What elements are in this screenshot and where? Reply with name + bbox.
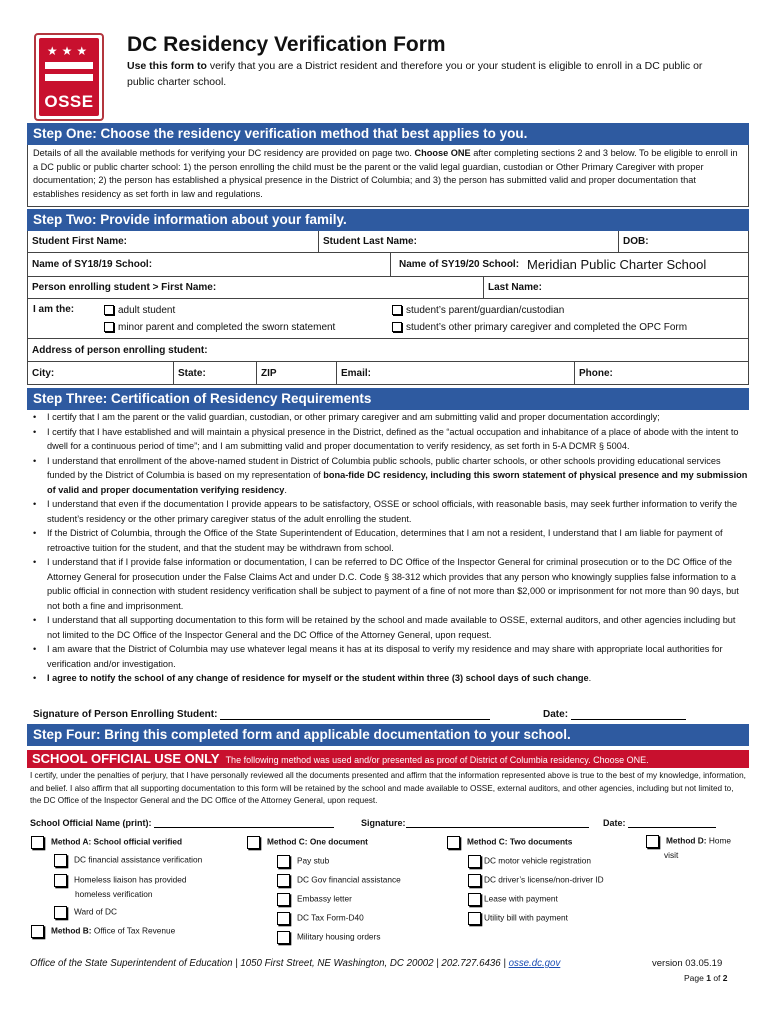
certification-item: • I am aware that the District of Columbia may use whatever legal means it has at its disposal to verify my residence and may share with appropriate local authorities for verification and/or investigation. (45, 642, 749, 671)
email-field[interactable]: Email: (336, 362, 574, 384)
official-date-line: Date: (603, 816, 716, 828)
step-one-heading: Step One: Choose the residency verification method that best applies to you. (27, 123, 749, 145)
checkbox-icon[interactable] (646, 835, 659, 848)
method-a-option[interactable]: Homeless liaison has provided (54, 874, 187, 887)
checkbox-icon[interactable] (31, 925, 44, 938)
certification-item: • I certify that I have established and will maintain a physical presence in the District, defined as the “actual occupation and inhabitance of a place of abode with the intent to dwell for a continuous period of time”; and I am submitting valid and proper documentation to verify residency, as set forth in 5-A DCMR § 5004. (45, 425, 749, 454)
checkbox-icon[interactable] (447, 836, 460, 849)
footer-address: Office of the State Superintendent of Education | 1050 First Street, NE Washington, DC 20002 | 202.727.6436 | osse.dc.gov (30, 958, 561, 969)
option-minor-parent[interactable]: minor parent and completed the sworn statement (104, 322, 335, 333)
checkbox-icon[interactable] (468, 912, 481, 925)
intro-text (127, 58, 727, 90)
certification-item: • I understand that if I provide false information or documentation, I can be referred to DC Office of the Inspector General for criminal prosecution or to the DC Office of the Attorney General for prosecution under the False Claims Act and under D.C. Code § 38-312 which provides that any person who knowingly supplies false information to a public official in connection with student residency verification shall be subject to payment of a fine of not more than $2,000 or imprisonment for not more than 90 days, but not both a fine and imprisonment. (45, 555, 749, 613)
student-last-name-field[interactable]: Student Last Name: (318, 231, 618, 252)
checkbox-icon[interactable] (247, 836, 260, 849)
logo-stripe (45, 74, 93, 81)
city-field[interactable]: City: (32, 367, 55, 379)
school-official-banner (27, 750, 749, 768)
student-name-row (27, 231, 749, 253)
checkbox-icon[interactable] (104, 305, 114, 315)
method-c-one-option[interactable]: Embassy letter (277, 893, 352, 906)
official-subtitle: The following method was used and/or presented as proof of District of Columbia residency. Choose ONE. (225, 755, 649, 765)
checkbox-icon[interactable] (54, 854, 67, 867)
address-field[interactable]: Address of person enrolling student: (32, 344, 208, 356)
phone-field[interactable]: Phone: (574, 362, 748, 384)
page-number: Page 1 of 2 (684, 973, 728, 983)
method-c-one-option[interactable]: Pay stub (277, 855, 329, 868)
person-last-name-field[interactable]: Last Name: (483, 277, 748, 298)
sy1920-school-field[interactable]: Name of SY19/20 School: Meridian Public Charter School (390, 253, 748, 276)
checkbox-icon[interactable] (277, 893, 290, 906)
official-signature-line: Signature: (361, 816, 589, 828)
checkbox-icon[interactable] (277, 874, 290, 887)
option-other-caregiver[interactable]: student’s other primary caregiver and completed the OPC Form (392, 322, 687, 333)
certification-list (27, 410, 749, 686)
address-row (27, 339, 749, 362)
certification-item: • I agree to notify the school of any change of residence for myself or the student within three (3) school days of such change. (45, 671, 749, 686)
logo-stripe (45, 62, 93, 69)
i-am-row (27, 299, 749, 339)
certification-item: • I understand that all supporting documentation to this form will be retained by the school and made available to OSSE, external auditors, and other agencies including but not limited to the DC Office of the Inspector General and the DC Office of the Attorney General, upon request. (45, 613, 749, 642)
dob-field[interactable]: DOB: (618, 231, 748, 252)
sy1819-school-field[interactable]: Name of SY18/19 School: (32, 259, 153, 270)
method-c-two-option[interactable]: Lease with payment (468, 893, 558, 906)
step-three-heading: Step Three: Certification of Residency Requirements (27, 388, 749, 410)
method-c-one-option[interactable]: Military housing orders (277, 931, 380, 944)
step-four-heading: Step Four: Bring this completed form and applicable documentation to your school. (27, 724, 749, 746)
version-label: version 03.05.19 (652, 958, 723, 969)
method-c-one-option[interactable]: DC Tax Form-D40 (277, 912, 364, 925)
intro-bold: Use this form to (127, 60, 207, 72)
form-title: DC Residency Verification Form (127, 33, 446, 56)
method-d[interactable]: Method D: Home (646, 835, 731, 848)
certification-item: • I understand that even if the documentation I provide appears to be satisfactory, OSSE or school officials, with reasonable basis, may seek further information to verify the student’s residency or the other primary caregiver status of the adult enrolling the student. (45, 497, 749, 526)
step-two-heading: Step Two: Provide information about your family. (27, 209, 749, 231)
method-c-two[interactable]: Method C: Two documents (447, 836, 572, 849)
checkbox-icon[interactable] (277, 931, 290, 944)
method-c-two-option[interactable]: Utility bill with payment (468, 912, 568, 925)
date-label: Date: (543, 709, 569, 720)
signature-label: Signature of Person Enrolling Student: (33, 709, 218, 720)
checkbox-icon[interactable] (54, 906, 67, 919)
method-a[interactable]: Method A: School official verified (31, 836, 182, 849)
method-a-option[interactable]: DC financial assistance verification (54, 854, 202, 867)
person-first-name-field[interactable]: Person enrolling student > First Name: (32, 282, 217, 293)
checkbox-icon[interactable] (31, 836, 44, 849)
student-first-name-field[interactable]: Student First Name: (32, 236, 128, 247)
certification-item: • I certify that I am the parent or the valid guardian, custodian, or other primary caregiver and am submitting valid and proper documentation accordingly; (45, 410, 749, 425)
checkbox-icon[interactable] (468, 855, 481, 868)
checkbox-icon[interactable] (468, 874, 481, 887)
official-certification-text: I certify, under the penalties of perjury, that I have personally reviewed all the documents presented and affirm that the information represented above is true to the best of my knowledge, information, and belief. I also affirm that all supporting documentation to this form will be retained by the school and made available to OSSE, external auditors, and other agencies, including but not limited to, the DC Office of the Inspector General and the DC Office of the Attorney General, upon request. (30, 771, 746, 805)
method-c-two-option[interactable]: DC motor vehicle registration (468, 855, 591, 868)
official-signature-field[interactable] (406, 816, 589, 828)
city-row (27, 362, 749, 385)
official-name-field[interactable] (154, 816, 334, 828)
checkbox-icon[interactable] (277, 855, 290, 868)
signature-line (33, 708, 686, 720)
school-row (27, 253, 749, 277)
logo-text: OSSE (44, 92, 94, 111)
checkbox-icon[interactable] (54, 874, 67, 887)
certification-item: • If the District of Columbia, through the Office of the State Superintendent of Education, determines that I am not a resident, I understand that I am liable for payment of retroactive tuition for the student, and that the student may be withdrawn from school. (45, 526, 749, 555)
person-name-row (27, 277, 749, 299)
method-c-one-option[interactable]: DC Gov financial assistance (277, 874, 401, 887)
checkbox-icon[interactable] (104, 322, 114, 332)
sy1920-school-value: Meridian Public Charter School (527, 257, 707, 272)
certification-item: • I understand that enrollment of the above-named student in District of Columbia public schools, public charter schools, or other schools providing educational services funded by the District of Columbia is based on my representation of bona-fide DC residency, including this sworn statement of physical presence and my submission of valid and proper documentation verifying residency. (45, 454, 749, 498)
step-one-text: Details of all the available methods for verifying your DC residency are provided on page two. Choose ONE after completing sections 2 and 3 below. To be eligible to enroll in a DC public or public charter school: 1) the person enrolling the child must be the parent or the valid legal guardian, custodian or Other Primary Caregiver with proper documentation; 2) the person has established a physical presence in the District of Columbia; and 3) the person has submitted valid and proper documentation that establishes residency as set forth in law and regulations. (27, 145, 749, 207)
method-a-option-line2: homeless verification (75, 889, 153, 899)
state-field[interactable]: State: (173, 362, 256, 384)
checkbox-icon[interactable] (468, 893, 481, 906)
method-a-option[interactable]: Ward of DC (54, 906, 117, 919)
osse-website-link[interactable]: osse.dc.gov (508, 958, 561, 969)
date-field[interactable] (571, 708, 686, 720)
method-c-one[interactable]: Method C: One document (247, 836, 368, 849)
official-date-field[interactable] (628, 816, 716, 828)
i-am-label: I am the: (33, 304, 75, 315)
method-d-line2: visit (664, 850, 679, 860)
official-title: SCHOOL OFFICIAL USE ONLY (32, 751, 220, 766)
option-parent-guardian[interactable]: student’s parent/guardian/custodian (392, 305, 564, 316)
method-c-two-option[interactable]: DC driver’s license/non-driver ID (468, 874, 604, 887)
official-name-line: School Official Name (print): (30, 816, 334, 828)
checkbox-icon[interactable] (277, 912, 290, 925)
zip-field[interactable]: ZIP (256, 362, 336, 384)
osse-logo (34, 33, 104, 121)
method-b[interactable]: Method B: Office of Tax Revenue (31, 925, 175, 938)
checkbox-icon[interactable] (392, 322, 402, 332)
intro-rest: verify that you are a District resident and therefore you or your student is eligible to enroll in a DC public or public charter school. (127, 60, 703, 88)
checkbox-icon[interactable] (392, 305, 402, 315)
signature-field[interactable] (220, 708, 490, 720)
option-adult-student[interactable]: adult student (104, 305, 175, 316)
logo-stars-icon: ★★★ (46, 44, 92, 58)
